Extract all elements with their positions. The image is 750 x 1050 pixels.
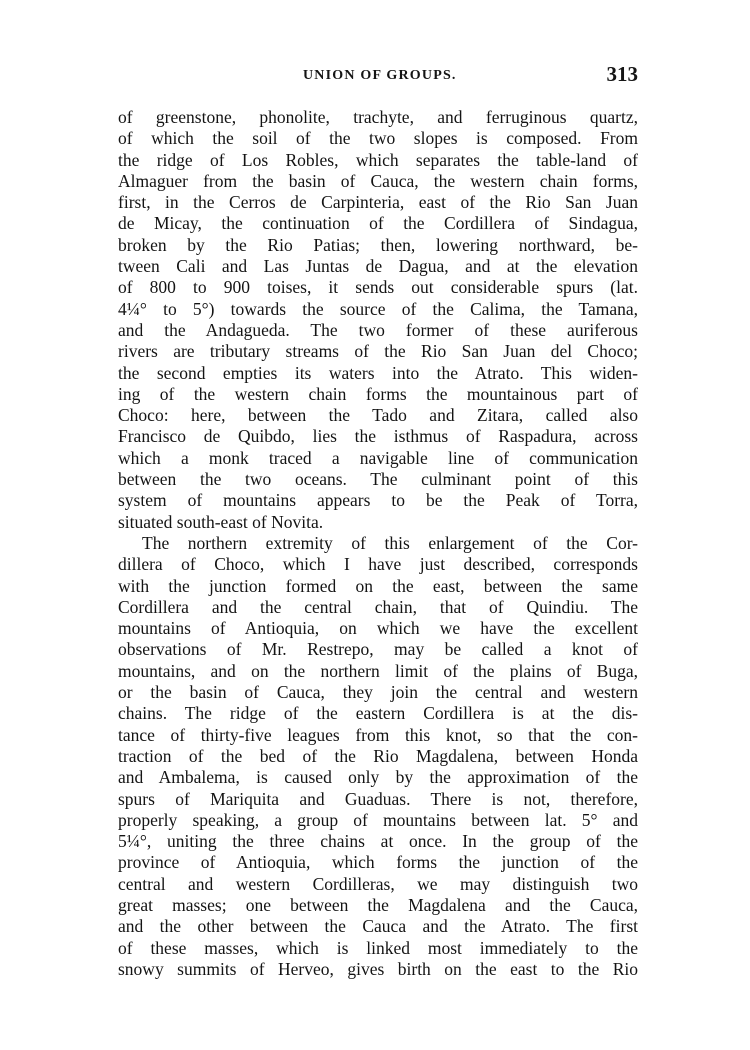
paragraph-start-line: The northern extremity of this enlargement of the Cor- [142, 532, 638, 553]
text-line: snowy summits of Herveo, gives birth on the east to the Rio [118, 958, 638, 979]
text-line: spurs of Mariquita and Guaduas. There is not, therefore, [118, 788, 638, 809]
text-line: Francisco de Quibdo, lies the isthmus of Raspadura, across [118, 426, 638, 447]
text-line: Cordillera and the central chain, that of Quindiu. The [118, 596, 638, 617]
text-line: 4¼° to 5°) towards the source of the Calima, the Tamana, [118, 298, 638, 319]
text-line: Almaguer from the basin of Cauca, the western chain forms, [118, 170, 638, 191]
text-line: the second empties its waters into the Atrato. This widen- [118, 362, 638, 383]
text-line: between the two oceans. The culminant point of this [118, 469, 638, 490]
text-line: or the basin of Cauca, they join the central and western [118, 682, 638, 703]
text-line: which a monk traced a navigable line of communication [118, 447, 638, 468]
text-line: ing of the western chain forms the mountainous part of [118, 383, 638, 404]
text-line: first, in the Cerros de Carpinteria, east of the Rio San Juan [118, 192, 638, 213]
text-line: tance of thirty-five leagues from this knot, so that the con- [118, 724, 638, 745]
text-line: of which the soil of the two slopes is composed. From [118, 128, 638, 149]
text-line: of these masses, which is linked most immediately to the [118, 937, 638, 958]
text-line: of greenstone, phonolite, trachyte, and ferruginous quartz, [118, 107, 638, 127]
text-line: of 800 to 900 toises, it sends out considerable spurs (lat. [118, 277, 638, 298]
text-line: broken by the Rio Patias; then, lowering northward, be- [118, 234, 638, 255]
text-line: mountains, and on the northern limit of the plains of Buga, [118, 660, 638, 681]
page-header [118, 62, 638, 92]
text-line: and the other between the Cauca and the Atrato. The first [118, 916, 638, 937]
text-line: province of Antioquia, which forms the junction of the [118, 852, 638, 873]
text-line: de Micay, the continuation of the Cordillera of Sindagua, [118, 213, 638, 234]
text-line: mountains of Antioquia, on which we have the excellent [118, 618, 638, 639]
text-line: chains. The ridge of the eastern Cordillera is at the dis- [118, 703, 638, 724]
text-line: observations of Mr. Restrepo, may be called a knot of [118, 639, 638, 660]
text-line: dillera of Choco, which I have just described, corresponds [118, 554, 638, 575]
text-line: properly speaking, a group of mountains between lat. 5° and [118, 809, 638, 830]
text-line: central and western Cordilleras, we may distinguish two [118, 873, 638, 894]
page-number: 313 [606, 62, 638, 86]
text-line: tween Cali and Las Juntas de Dagua, and at the elevation [118, 256, 638, 277]
text-line: and Ambalema, is caused only by the approximation of the [118, 767, 638, 788]
text-line: the ridge of Los Robles, which separates the table-land of [118, 149, 638, 170]
text-line: and the Andagueda. The two former of these auriferous [118, 319, 638, 340]
text-line: great masses; one between the Magdalena and the Cauca, [118, 894, 638, 915]
body-text [118, 107, 638, 980]
running-head: UNION OF GROUPS. [303, 68, 457, 83]
text-line: traction of the bed of the Rio Magdalena, between Honda [118, 745, 638, 766]
text-line: system of mountains appears to be the Peak of Torra, [118, 490, 638, 511]
paragraph-end-line: situated south-east of Novita. [118, 511, 324, 532]
text-line: with the junction formed on the east, between the same [118, 575, 638, 596]
text-line: 5¼°, uniting the three chains at once. In the group of the [118, 831, 638, 852]
text-line: rivers are tributary streams of the Rio San Juan del Choco; [118, 341, 638, 362]
text-line: Choco: here, between the Tado and Zitara, called also [118, 405, 638, 426]
